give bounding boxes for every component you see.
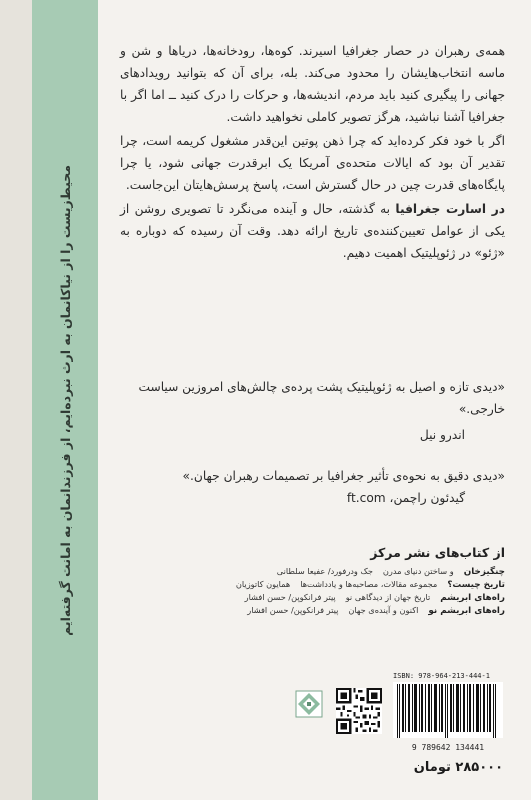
quote-2-author: گیدئون راچمن، ft.com	[346, 491, 465, 505]
quote-1-author: اندرو نیل	[419, 428, 465, 442]
book-list	[150, 565, 505, 617]
book-subtitle: تاریخ جهان از دیدگاهی نو	[345, 592, 431, 602]
book-subtitle: و ساختن دنیای مدرن	[382, 566, 454, 576]
book-title-inline: در اسارت جغرافیا	[395, 202, 505, 216]
book-subtitle: اکنون و آینده‌ی جهان	[348, 605, 419, 615]
book-item	[150, 591, 505, 604]
blurb-paragraph-1: همه‌ی رهبران در حصار جغرافیا اسیرند. کوه‌ها، رودخانه‌ها، دریاها و شن و ماسه انتخاب‌هایشان را محدود می‌کند. بله، برای آن که بتوانید رویدادهای جهانی را پیگیری کنید باید مردم، اندیشه‌ها، و حرکات را درک کنید ــ اما اگر با جغرافیا آشنا نباشید، هرگز تصویر کاملی نخواهید داشت.	[120, 44, 505, 124]
book-title: راه‌های ابریشم نو	[428, 606, 505, 616]
book-item	[150, 578, 505, 591]
qr-code-icon	[336, 688, 382, 734]
book-author: جک ودرفورد/ عفیعا سلطانی	[276, 566, 373, 576]
barcode-block	[393, 672, 503, 752]
publisher-section-title: از کتاب‌های نشر مرکز	[370, 545, 505, 560]
blurb-paragraph-3	[120, 198, 505, 264]
quote-2	[120, 465, 505, 509]
book-item	[150, 604, 505, 617]
publisher-logo-icon	[295, 690, 323, 718]
side-note: محیط‌زیست را از نیاکانمان به ارث نبرده‌ایم، از فرزندانمان به امانت گرفته‌ایم	[57, 164, 73, 636]
book-subtitle: مجموعه مقالات، مصاحبه‌ها و یادداشت‌ها	[300, 579, 438, 589]
book-title: تاریخ چیست؟	[447, 580, 505, 590]
barcode-number: 9 789642 134441	[411, 743, 485, 752]
blurb	[120, 40, 505, 264]
quote-2-text: «دیدی دقیق به نحوه‌ی تأثیر جغرافیا بر تصمیمات رهبران جهان.»	[182, 469, 505, 483]
book-author: پیتر فرانکوپن/ حسن افشار	[244, 592, 336, 602]
side-note-container	[32, 0, 98, 800]
spine-edge	[0, 0, 33, 800]
blurb-paragraph-2: اگر با خود فکر کرده‌اید که چرا ذهن پوتین این‌قدر مشغول کریمه است، چرا تقدیر آن بود که ایالات متحده‌ی آمریکا یک ابرقدرت جهانی شود، یا چرا پایگاه‌های قدرت چین در حال گسترش است، پاسخ پرسش‌هایتان این‌جاست.	[120, 134, 505, 192]
isbn: ISBN: 978-964-213-444-1	[393, 672, 490, 680]
blurb-paragraph-3-text: به گذشته، حال و آینده می‌نگرد تا تصویری روشن از یکی از عوامل تعیین‌کننده‌ی تاریخ ارائه دهد. وقت آن رسیده که دوباره به «ژئو» در ژئوپلیتیک اهمیت دهیم.	[120, 202, 505, 260]
book-author: پیتر فرانکوپن/ حسن افشار	[247, 605, 339, 615]
book-author: همایون کاتوزیان	[235, 579, 291, 589]
book-item	[150, 565, 505, 578]
quote-1-text: «دیدی تازه و اصیل به ژئوپلیتیک پشت پرده‌ی چالش‌های امروزین سیاست خارجی.»	[138, 380, 505, 416]
book-title: راه‌های ابریشم	[440, 593, 505, 603]
quote-1	[120, 376, 505, 446]
book-title: چنگیزخان	[463, 567, 505, 577]
price: ۲۸۵۰۰۰ تومان	[413, 760, 503, 775]
barcode-icon	[393, 682, 503, 738]
